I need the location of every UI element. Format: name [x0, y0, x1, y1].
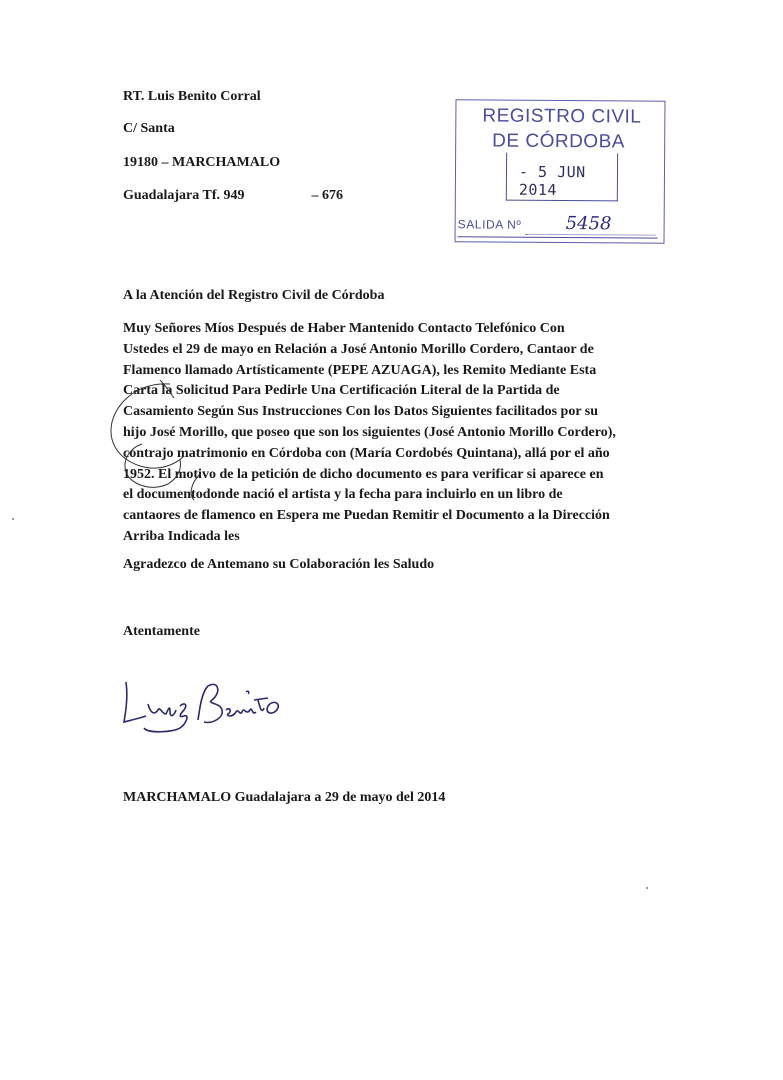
stamp-date: - 5 JUN 2014 [518, 162, 586, 199]
body-line: Muy Señores Míos Después de Haber Mantenido Contacto Telefónico Con [123, 321, 565, 336]
body-line: contrajo matrimonio en Córdoba con (María Cordobés Quintana), allá por el año [123, 445, 610, 461]
sender-phone-prefix: Guadalajara Tf. 949 [123, 188, 245, 203]
handwritten-signature [118, 670, 298, 740]
thanks-line: Agradezco de Antemano su Colaboración les Saludo [123, 557, 435, 572]
stamp-title-line2: DE CÓRDOBA [492, 130, 626, 153]
signature-stroke [148, 704, 176, 716]
signature-stroke [124, 682, 146, 722]
body-line: Arriba Indicada les [123, 528, 240, 544]
signature-stroke [254, 698, 268, 710]
signature-stroke [267, 702, 278, 713]
registry-stamp [455, 99, 666, 243]
signature-stroke [198, 684, 222, 722]
sender-phone [123, 188, 343, 204]
body-line: Carta la Solicitud Para Pedirle Una Certificación Literal de la Partida de [123, 383, 560, 399]
place-date-line: MARCHAMALO Guadalajara a 29 de mayo del 2014 [123, 790, 446, 805]
sender-city: 19180 – MARCHAMALO [123, 155, 281, 170]
signature-stroke [226, 709, 256, 716]
attention-line: A la Atención del Registro Civil de Córdoba [123, 288, 385, 303]
body-line: el documentodonde nació el artista y la fecha para incluirlo en un libro de [123, 487, 563, 503]
body-line: 1952. El motivo de la petición de dicho documento es para verificar si aparece en [123, 466, 604, 482]
stamp-date-box [506, 153, 618, 202]
signature-stroke [144, 704, 187, 732]
signature-svg [118, 670, 298, 740]
closing-line: Atentamente [123, 624, 200, 639]
stamp-title-line1: REGISTRO CIVIL [482, 105, 642, 128]
paper-speck [12, 518, 14, 520]
body-line: Flamenco llamado Artísticamente (PEPE AZUAGA), les Remito Mediante Esta [123, 362, 597, 378]
stamp-salida-label: SALIDA Nº [457, 217, 522, 232]
sender-phone-suffix: – 676 [311, 188, 343, 203]
paper-speck [646, 887, 648, 889]
sender-street-text: C/ Santa [123, 121, 175, 136]
stamp-salida-number: 5458 [565, 213, 612, 235]
body-line: hijo José Morillo, que poseo que son los siguientes (José Antonio Morillo Cordero), [123, 424, 616, 440]
body-line: cantaores de flamenco en Espera me Puedan Remitir el Documento a la Dirección [123, 508, 610, 524]
body-line: Ustedes el 29 de mayo en Relación a José Antonio Morillo Cordero, Cantaor de [123, 341, 594, 357]
sender-name: RT. Luis Benito Corral [123, 89, 261, 104]
phone-redaction [248, 190, 308, 202]
stamp-bottom-rule [458, 236, 658, 238]
letter-body [123, 319, 683, 548]
signature-stroke [246, 691, 249, 694]
body-line: Casamiento Según Sus Instrucciones Con los Datos Siguientes facilitados por su [123, 404, 599, 420]
sender-street [123, 121, 175, 137]
